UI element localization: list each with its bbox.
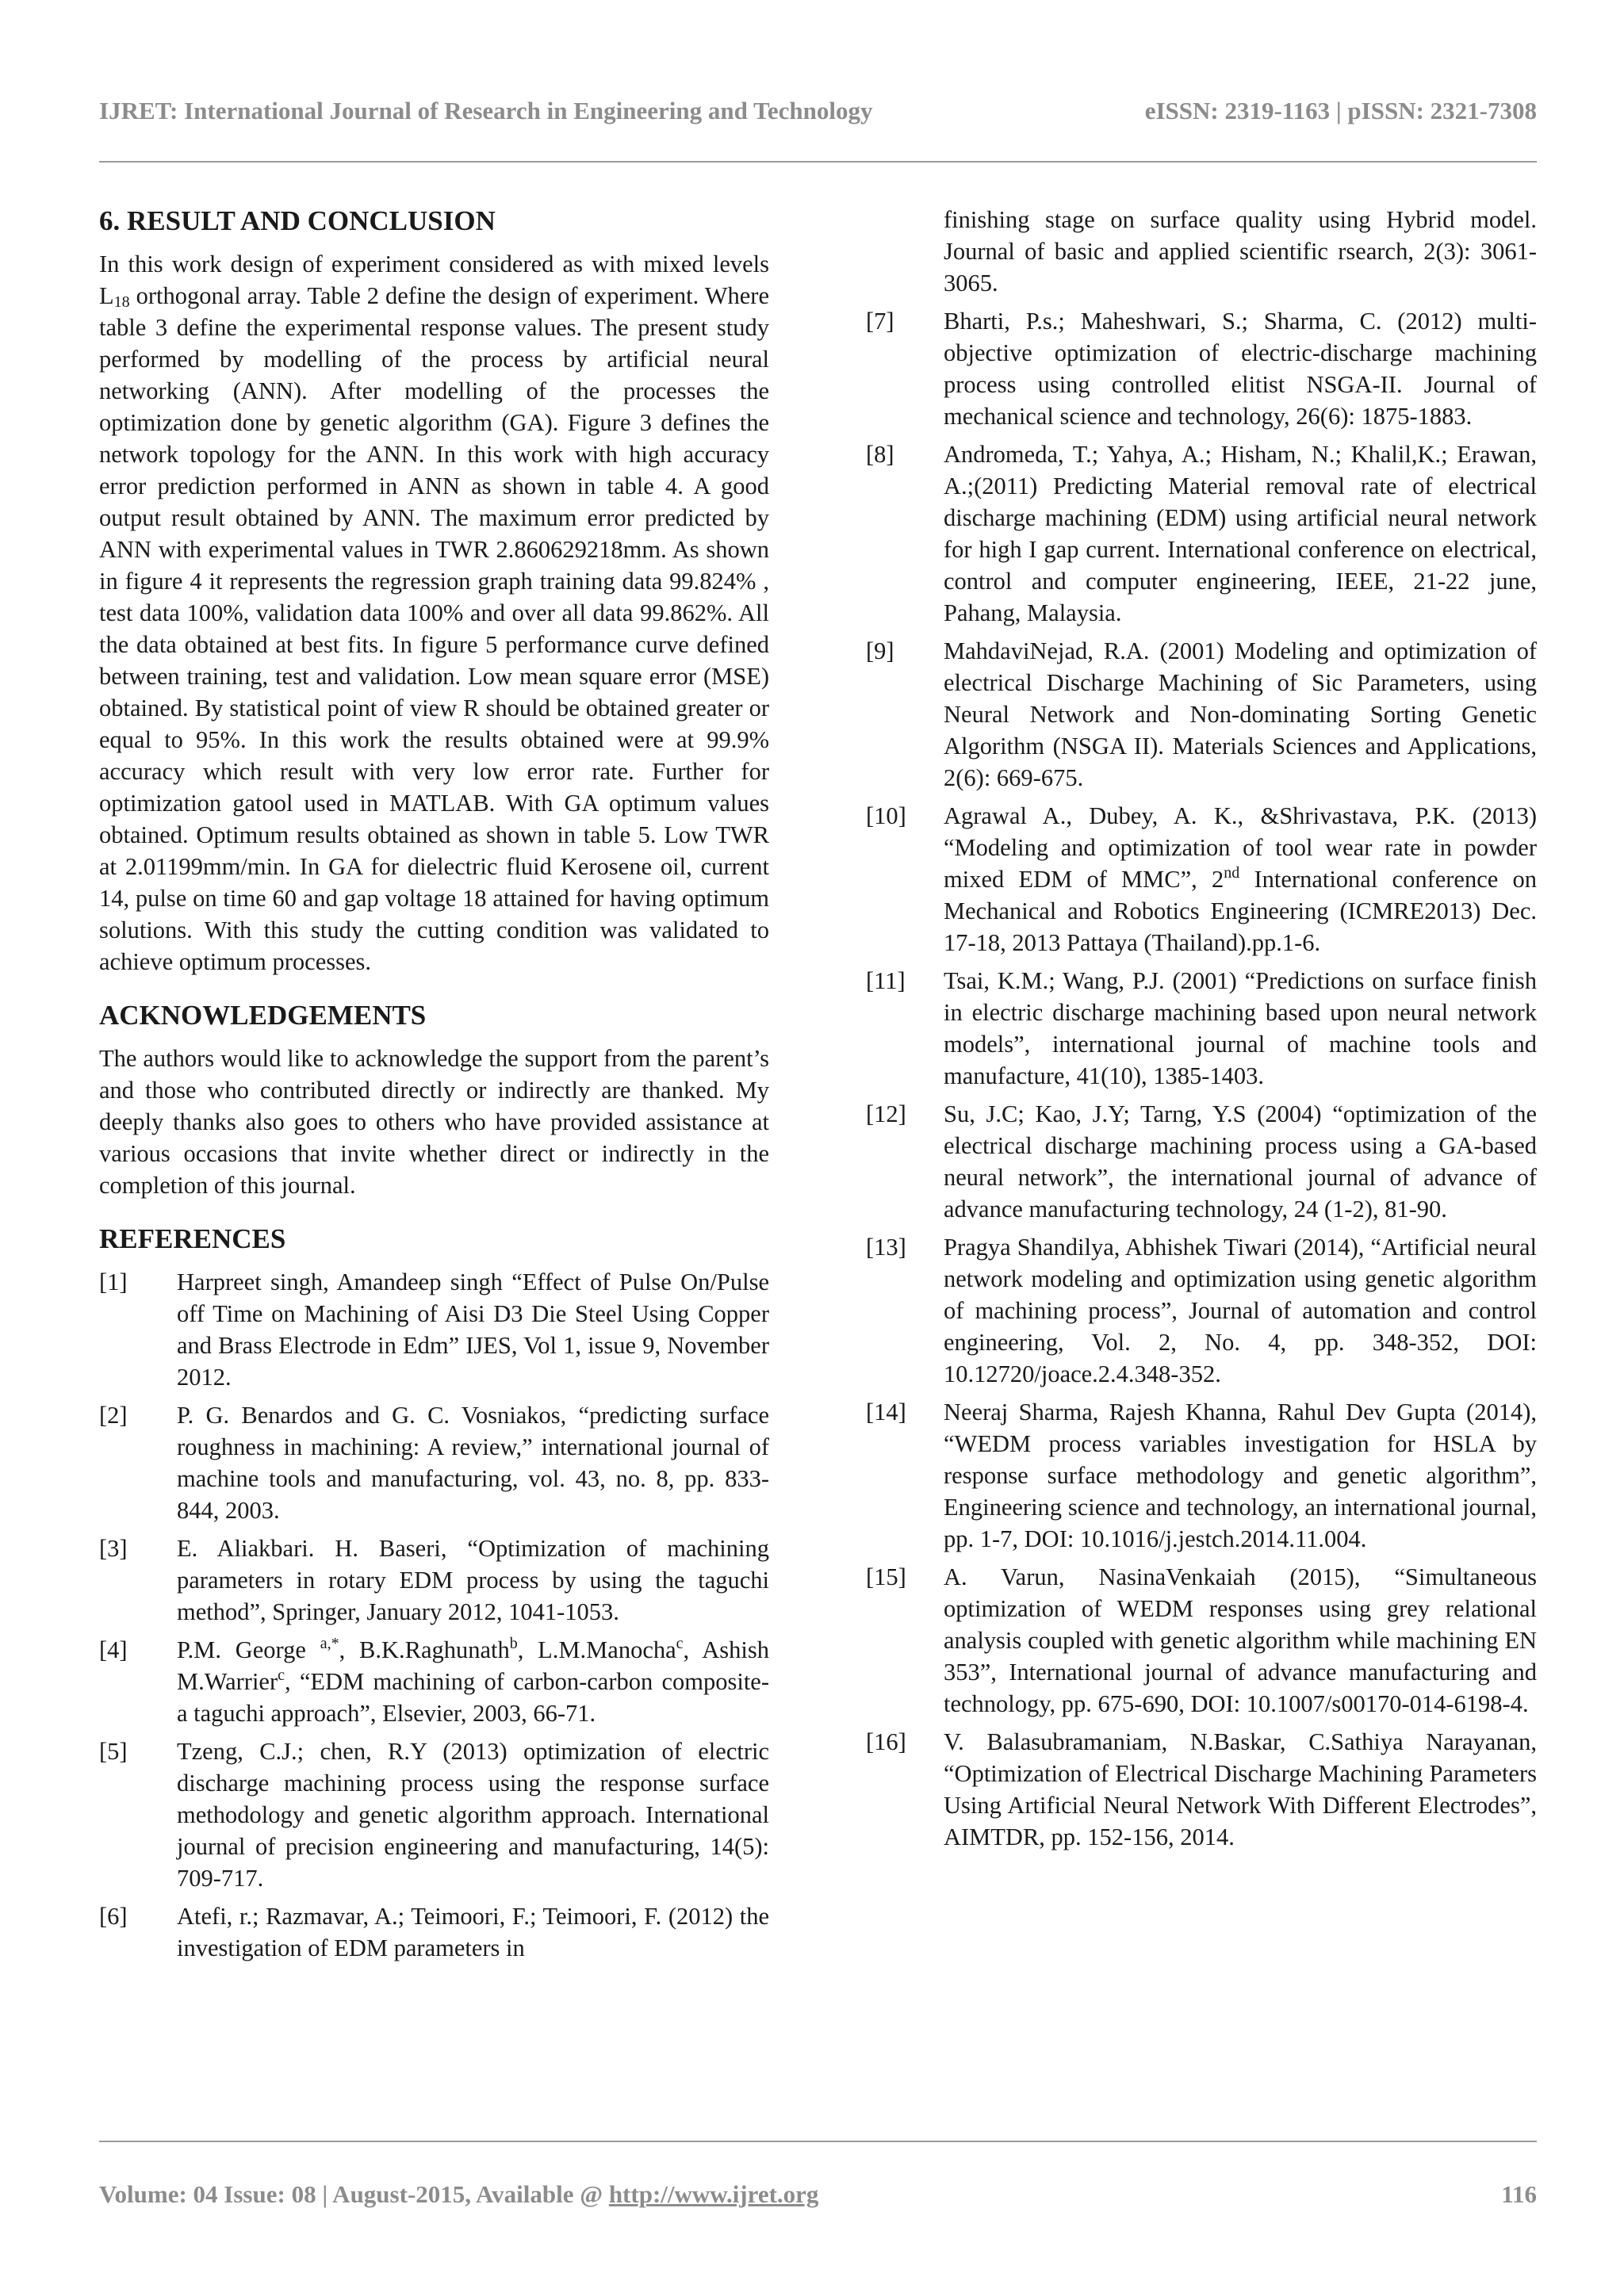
reference-number: [9]: [866, 637, 894, 664]
subscript-18: 18: [113, 293, 130, 311]
reference-text: Su, J.C; Kao, J.Y; Tarng, Y.S (2004) “optimization of the electrical discharge machining process using a GA-based neural network”, the international journal of advance of advance manufacturing technology, 24 (1-2), 81-90.: [944, 1100, 1537, 1223]
result-heading: 6. RESULT AND CONCLUSION: [99, 205, 496, 236]
right-column: [866, 204, 1537, 1859]
reference-item: [866, 965, 1537, 1092]
reference-text: Bharti, P.s.; Maheshwari, S.; Sharma, C. (2012) multi-objective optimization of electric-discharge machining process using controlled elitist NSGA-II. Journal of mechanical science and technology, 26(6): 1875-1883.: [944, 308, 1537, 430]
reference-number: [14]: [866, 1399, 906, 1425]
reference-item: [866, 1561, 1537, 1720]
footer-volume-info: [99, 2180, 818, 2209]
result-paragraph: [99, 248, 769, 978]
ref10-part: Agrawal A., Dubey, A. K., &Shrivastava, P.K. (2013) “Modeling and optimization of tool wear rate in powder mixed EDM of MMC”, 2: [944, 802, 1537, 893]
journal-website-link[interactable]: http://www.ijret.org: [608, 2180, 819, 2208]
reference-item: [99, 1399, 769, 1526]
reference-item: [866, 800, 1537, 959]
reference-item: [866, 305, 1537, 432]
reference-text: Pragya Shandilya, Abhishek Tiwari (2014), “Artificial neural network modeling and optimization using genetic algorithm of machining process”, Journal of automation and control engineering, Vol. 2, No. 4, pp. 348-352, DOI: 10.12720/joace.2.4.348-352.: [944, 1234, 1537, 1387]
reference-text: [944, 800, 1537, 959]
running-footer: [99, 2180, 1537, 2209]
reference-continuation: finishing stage on surface quality using Hybrid model. Journal of basic and applied scientific rsearch, 2(3): 3061-3065.: [944, 206, 1537, 297]
reference-number: [11]: [866, 967, 906, 994]
affiliation-superscript: c: [676, 1635, 684, 1652]
reference-text: A. Varun, NasinaVenkaiah (2015), “Simultaneous optimization of WEDM responses using grey relational analysis coupled with genetic algorithm while machining EN 353”, International journal of advance manufacturing and technology, pp. 675-690, DOI: 10.1007/s00170-014-6198-4.: [944, 1563, 1537, 1717]
reference-item: [99, 1735, 769, 1894]
ref4-part: , B.K.Raghunath: [339, 1636, 510, 1663]
reference-item: [99, 1900, 769, 1964]
affiliation-superscript: b: [509, 1635, 518, 1652]
reference-item: [866, 1231, 1537, 1390]
ref4-part: , “EDM machining of carbon-carbon composite- a taguchi approach”, Elsevier, 2003, 66-71.: [177, 1668, 769, 1727]
reference-item: [866, 1396, 1537, 1555]
reference-text: E. Aliakbari. H. Baseri, “Optimization of machining parameters in rotary EDM process by using the taguchi method”, Springer, January 2012, 1041-1053.: [177, 1535, 769, 1625]
reference-number: [8]: [866, 441, 894, 468]
reference-item: [866, 1098, 1537, 1225]
journal-title: IJRET: International Journal of Research in Engineering and Technology: [99, 97, 873, 124]
reference-item: [99, 1634, 769, 1729]
reference-text: Harpreet singh, Amandeep singh “Effect of Pulse On/Pulse off Time on Machining of Aisi D3 Die Steel Using Copper and Brass Electrode in Edm” IJES, Vol 1, issue 9, November 2012.: [177, 1269, 769, 1391]
reference-number: [4]: [99, 1636, 128, 1663]
reference-text: Andromeda, T.; Yahya, A.; Hisham, N.; Khalil,K.; Erawan, A.;(2011) Predicting Material removal rate of electrical discharge machining (EDM) using artificial neural network for high I gap current. International conference on electrical, control and computer engineering, IEEE, 21-22 june, Pahang, Malaysia.: [944, 441, 1537, 626]
left-column: [99, 204, 769, 1970]
reference-number: [6]: [99, 1903, 128, 1930]
reference-number: [1]: [99, 1269, 128, 1295]
reference-text: P. G. Benardos and G. C. Vosniakos, “predicting surface roughness in machining: A review,” international journal of machine tools and manufacturing, vol. 43, no. 8, pp. 833-844, 2003.: [177, 1402, 769, 1524]
reference-item: [866, 1726, 1537, 1853]
ref4-part: , L.M.Manocha: [517, 1636, 676, 1663]
reference-number: [3]: [99, 1535, 128, 1562]
reference-number: [5]: [99, 1738, 128, 1765]
reference-number: [12]: [866, 1100, 906, 1127]
reference-item: [99, 1266, 769, 1393]
reference-item: [866, 635, 1537, 794]
reference-number: [16]: [866, 1728, 906, 1755]
ref4-part: P.M. George: [177, 1636, 320, 1663]
affiliation-superscript: c: [278, 1667, 285, 1684]
ref10-part: International conference on Mechanical and Robotics Engineering (ICMRE2013) Dec. 17-18, 2013 Pattaya (Thailand).pp.1-6.: [944, 866, 1537, 956]
reference-number: [7]: [866, 308, 894, 335]
reference-number: [13]: [866, 1234, 906, 1261]
footer-divider: [99, 2141, 1537, 2142]
ordinal-superscript: nd: [1224, 864, 1240, 882]
volume-issue-text: Volume: 04 Issue: 08 | August-2015, Available @: [99, 2180, 609, 2208]
reference-number: [2]: [99, 1402, 128, 1429]
reference-text: Neeraj Sharma, Rajesh Khanna, Rahul Dev Gupta (2014), “WEDM process variables investigation for HSLA by response surface methodology and genetic algorithm”, Engineering science and technology, an international journal, pp. 1-7, DOI: 10.1016/j.jestch.2014.11.004.: [944, 1399, 1537, 1552]
ref4-part: , Ashish M.Warrier: [177, 1636, 769, 1695]
reference-text: V. Balasubramaniam, N.Baskar, C.Sathiya Narayanan, “Optimization of Electrical Discharge Machining Parameters Using Artificial Neural Network With Different Electrodes”, AIMTDR, pp. 152-156, 2014.: [944, 1728, 1537, 1850]
reference-text: Tsai, K.M.; Wang, P.J. (2001) “Predictions on surface finish in electric discharge machining based upon neural network models”, international journal of machine tools and manufacture, 41(10), 1385-1403.: [944, 967, 1537, 1089]
reference-number: [10]: [866, 802, 906, 829]
affiliation-superscript: a,*: [320, 1635, 339, 1652]
reference-number: [15]: [866, 1563, 906, 1590]
running-header: [99, 97, 1537, 125]
page-number: 116: [1501, 2180, 1537, 2208]
header-divider: [99, 161, 1537, 163]
reference-text: Atefi, r.; Razmavar, A.; Teimoori, F.; Teimoori, F. (2012) the investigation of EDM parameters in: [177, 1903, 769, 1961]
result-text-start: In this work design of experiment considered as with mixed levels L: [99, 251, 769, 309]
reference-item: [866, 438, 1537, 629]
result-text-rest: orthogonal array. Table 2 define the design of experiment. Where table 3 define the experimental response values. The present study performed by modelling of the process by artificial neural networking (ANN). After modelling of the processes the optimization done by genetic algorithm (GA). Figure 3 defines the network topology for the ANN. In this work with high accuracy error prediction performed in ANN as shown in table 4. A good output result obtained by ANN. The maximum error predicted by ANN with experimental values in TWR 2.860629218mm. As shown in figure 4 it represents the regression graph training data 99.824% , test data 100%, validation data 100% and over all data 99.862%. All the data obtained at best fits. In figure 5 performance curve defined between training, test and validation. Low mean square error (MSE) obtained. By statistical point of view R should be obtained greater or equal to 95%. In this work the results obtained were at 99.9% accuracy which result with very low error rate. Further for optimization gatool used in MATLAB. With GA optimum values obtained. Optimum results obtained as shown in table 5. Low TWR at 2.01199mm/min. In GA for dielectric fluid Kerosene oil, current 14, pulse on time 60 and gap voltage 18 attained for having optimum solutions. With this study the cutting condition was validated to achieve optimum processes.: [99, 282, 769, 975]
reference-item: [99, 1533, 769, 1628]
reference-text: MahdaviNejad, R.A. (2001) Modeling and optimization of electrical Discharge Machining of Sic Parameters, using Neural Network and Non-dominating Sorting Genetic Algorithm (NSGA II). Materials Sciences and Applications, 2(6): 669-675.: [944, 637, 1537, 791]
issn-info: eISSN: 2319-1163 | pISSN: 2321-7308: [1144, 97, 1537, 124]
acknowledgements-paragraph: The authors would like to acknowledge the support from the parent’s and those who contributed directly or indirectly are thanked. My deeply thanks also goes to others who have provided assistance at various occasions that invite whether direct or indirectly in the completion of this journal.: [99, 1045, 769, 1199]
reference-text: Tzeng, C.J.; chen, R.Y (2013) optimization of electric discharge machining process using the response surface methodology and genetic algorithm approach. International journal of precision engineering and manufacturing, 14(5): 709-717.: [177, 1738, 769, 1892]
acknowledgements-heading: ACKNOWLEDGEMENTS: [99, 1000, 427, 1031]
references-heading: REFERENCES: [99, 1223, 286, 1254]
reference-text: [177, 1634, 769, 1729]
